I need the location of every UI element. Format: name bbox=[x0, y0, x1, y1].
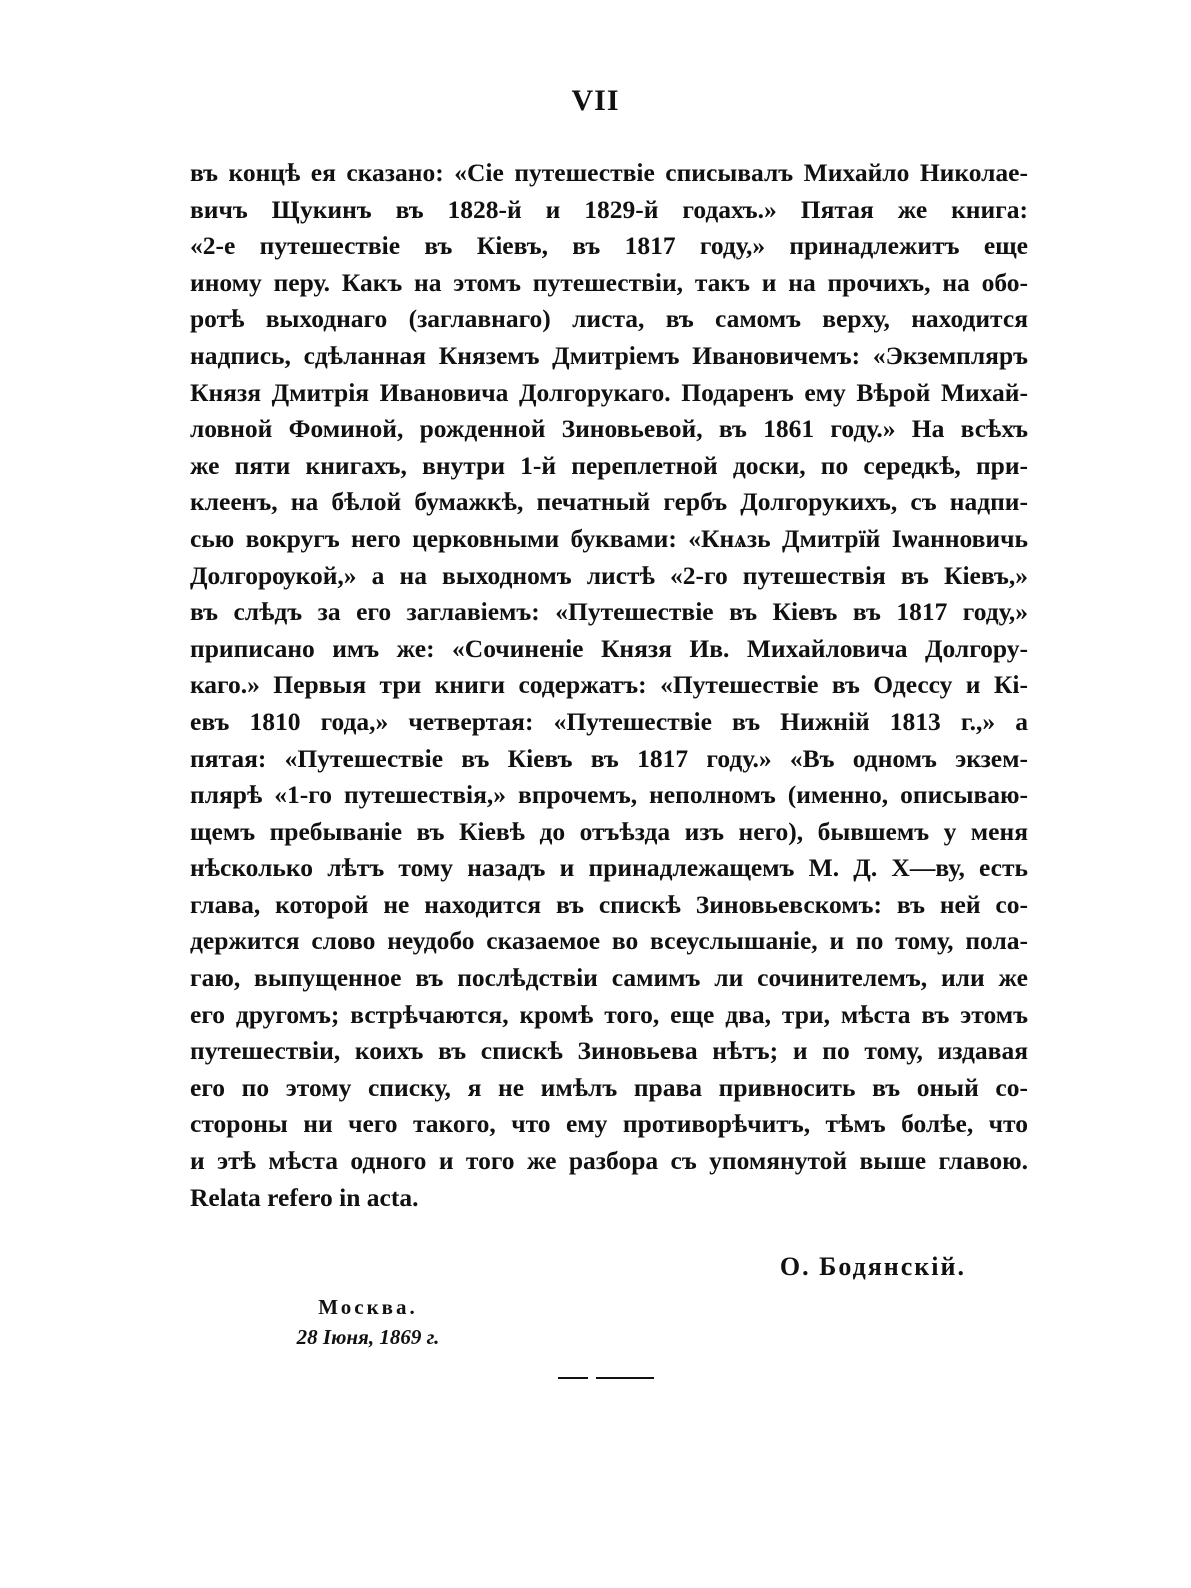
text-line: нѣсколько лѣтъ тому назадъ и принадлежащемъ М. Д. Х—ву, есть bbox=[190, 853, 1028, 883]
text-line: въ слѣдъ за его заглавіемъ: «Путешествіе въ Кіевъ въ 1817 году,» bbox=[190, 597, 1028, 627]
rule-segment-short bbox=[558, 1377, 588, 1379]
page-number: VII bbox=[571, 84, 620, 117]
text-line: его по этому списку, я не имѣлъ права привносить въ оный со- bbox=[190, 1072, 1028, 1102]
place-and-date bbox=[248, 1292, 488, 1352]
text-line: же пяти книгахъ, внутри 1-й переплетной доски, по середкѣ, при- bbox=[190, 450, 1028, 480]
author-signature: О. Бодянскій. bbox=[779, 1252, 966, 1281]
text-line: его другомъ; встрѣчаются, кромѣ того, еще два, три, мѣста въ этомъ bbox=[190, 999, 1028, 1029]
text-line: въ концѣ ея сказано: «Сіе путешествіе списывалъ Михайло Николае- bbox=[190, 158, 1028, 187]
text-line: вичъ Щукинъ въ 1828-й и 1829-й годахъ.» Пятая же книга: bbox=[190, 194, 1028, 224]
rule-segment-long bbox=[596, 1377, 654, 1379]
text-line: евъ 1810 года,» четвертая: «Путешествіе въ Нижній 1813 г.,» а bbox=[190, 706, 1028, 736]
text-line: сью вокругъ него церковными буквами: «Кнѧзь Дмитрїй Іѡанновичь bbox=[190, 523, 1028, 553]
end-rule-divider bbox=[558, 1377, 654, 1380]
text-line: плярѣ «1-го путешествія,» впрочемъ, неполномъ (именно, описываю- bbox=[190, 780, 1028, 810]
text-line-last: Relata refero in acta. bbox=[190, 1182, 419, 1212]
text-line: путешествіи, коихъ въ спискѣ Зиновьева нѣтъ; и по тому, издавая bbox=[190, 1036, 1028, 1066]
text-line: «2-е путешествіе въ Кіевъ, въ 1817 году,» принадлежитъ еще bbox=[190, 231, 1028, 261]
date-line: 28 Іюня, 1869 г. bbox=[296, 1325, 440, 1349]
text-line: приписано имъ же: «Сочиненіе Князя Ив. Михайловича Долгору- bbox=[190, 633, 1028, 663]
text-line: клеенъ, на бѣлой бумажкѣ, печатный гербъ Долгорукихъ, съ надпи- bbox=[190, 487, 1028, 517]
text-line: и этѣ мѣста одного и того же разбора съ упомянутой выше главою. bbox=[190, 1146, 1028, 1176]
text-line: гаю, выпущенное въ послѣдствіи самимъ ли сочинителемъ, или же bbox=[190, 963, 1028, 993]
text-line: Князя Дмитрія Ивановича Долгорукаго. Подаренъ ему Вѣрой Михай- bbox=[190, 377, 1028, 407]
text-line: иному перу. Какъ на этомъ путешествіи, такъ и на прочихъ, на обо- bbox=[190, 267, 1028, 297]
text-line: Долгорѹкой,» а на выходномъ листѣ «2-го путешествія въ Кіевъ,» bbox=[190, 560, 1028, 590]
text-line: ротѣ выходнаго (заглавнаго) листа, въ самомъ верху, находится bbox=[190, 304, 1028, 334]
text-line: каго.» Первыя три книги содержатъ: «Путешествіе въ Одессу и Кі- bbox=[190, 670, 1028, 700]
text-line: стороны ни чего такого, что ему противорѣчитъ, тѣмъ болѣе, что bbox=[190, 1109, 1028, 1139]
body-text bbox=[190, 155, 1028, 1216]
text-line: держится слово неудобо сказаемое во всеуслышаніе, и по тому, пола- bbox=[190, 926, 1028, 956]
text-line: глава, которой не находится въ спискѣ Зиновьевскомъ: въ ней со- bbox=[190, 889, 1028, 919]
text-line: щемъ пребываніе въ Кіевѣ до отъѣзда изъ него), бывшемъ у меня bbox=[190, 816, 1028, 846]
text-line: надпись, сдѣланная Княземъ Дмитріемъ Ивановичемъ: «Экземпляръ bbox=[190, 340, 1028, 370]
place-name: Москва. bbox=[318, 1295, 418, 1319]
text-line: ловной Фоминой, рожденной Зиновьевой, въ 1861 году.» На всѣхъ bbox=[190, 414, 1028, 444]
text-line: пятая: «Путешествіе въ Кіевъ въ 1817 году.» «Въ одномъ экзем- bbox=[190, 743, 1028, 773]
